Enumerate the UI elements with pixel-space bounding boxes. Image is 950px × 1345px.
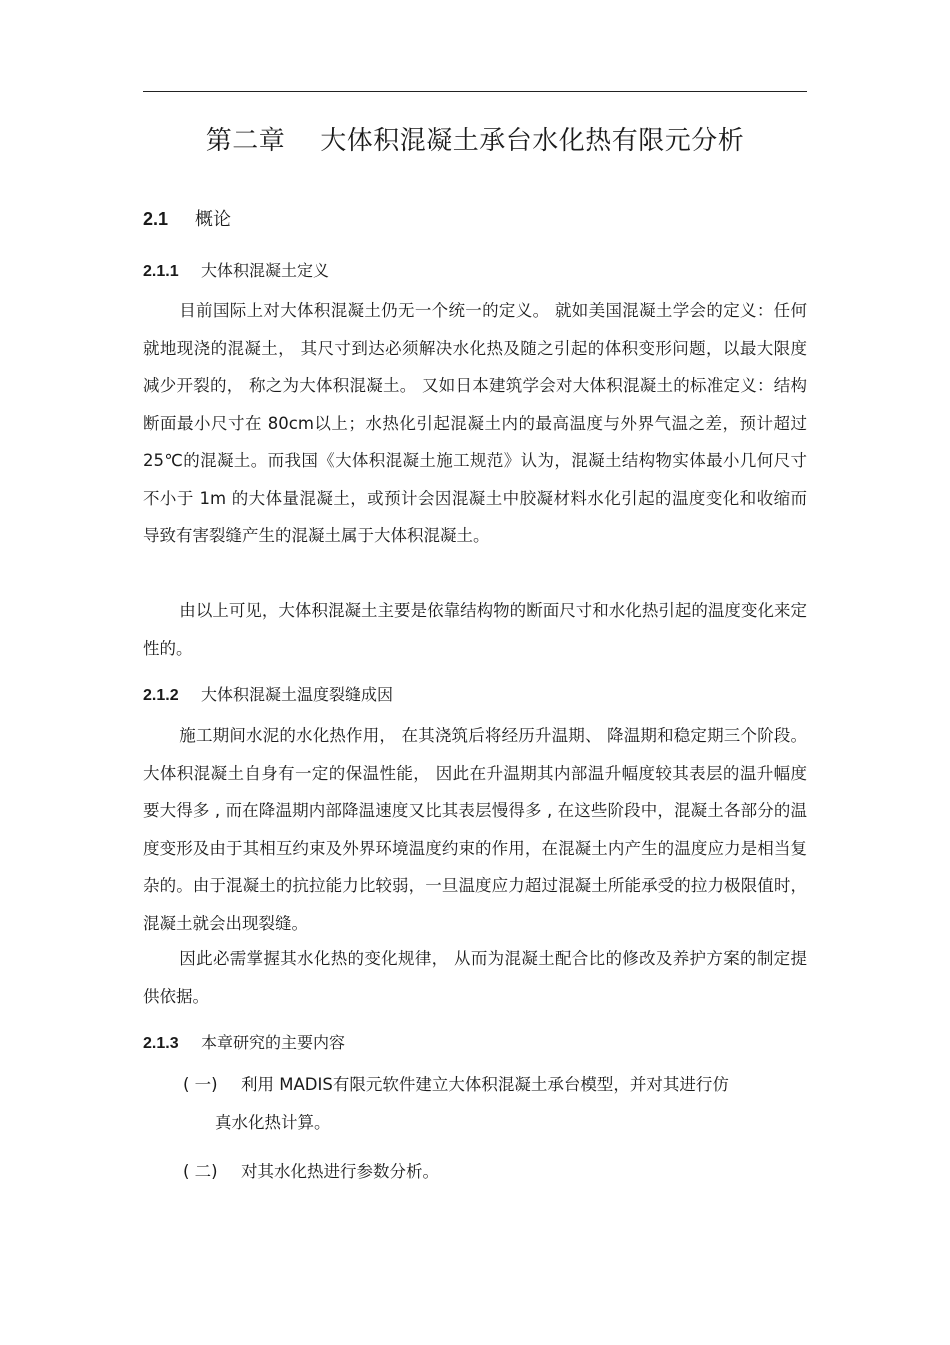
list-marker: ( 一) [183,1075,218,1094]
paragraph-summary: 由以上可见，大体积混凝土主要是依靠结构物的断面尺寸和水化热引起的温度变化来定性的。 [143,601,807,658]
subsection-heading-2-1-2 [143,682,393,705]
list-item-text: 对其水化热进行参数分析。 [241,1162,439,1181]
subsection-heading-2-1-3 [143,1030,345,1053]
subsection-title: 大体积混凝土温度裂缝成因 [201,685,394,704]
subsection-title: 大体积混凝土定义 [201,261,330,280]
subsection-number: 2.1.2 [143,687,179,704]
list-item [183,1153,783,1191]
subsection-heading-2-1-1 [143,258,329,281]
list-item-continuation: 真水化热计算。 [215,1112,331,1132]
paragraph-conclusion: 因此必需掌握其水化热的变化规律， 从而为混凝土配合比的修改及养护方案的制定提供依据。 [143,949,807,1006]
section-heading-2-1 [143,205,231,231]
subsection-number: 2.1.1 [143,263,179,280]
chapter-title: 第二章 大体积混凝土承台水化热有限元分析 [205,126,745,156]
list-item-text: 利用 MADIS有限元软件建立大体积混凝土承台模型，并对其进行仿 [241,1075,729,1094]
subsection-title: 本章研究的主要内容 [201,1033,346,1052]
section-number: 2.1 [143,209,169,229]
top-rule [143,91,807,92]
subsection-number: 2.1.3 [143,1035,179,1052]
list-marker: ( 二) [183,1162,218,1181]
list-item [183,1066,783,1141]
paragraph-crack-causes: 施工期间水泥的水化热作用， 在其浇筑后将经历升温期、 降温期和稳定期三个阶段。大体积混凝土自身有一定的保温性能， 因此在升温期其内部温升幅度较其表层的温升幅度要大得多 , 而在降温期内部降温速度又比其表层慢得多 , 在这些阶段中，混凝土各部分的温度变形及由于其相互约束及外界环境温度约束的作用，在混凝土内产生的温度应力是相当复杂的。由于混凝土的抗拉能力比较弱，一旦温度应力超过混凝土所能承受的拉力极限值时，混凝土就会出现裂缝。 [143,726,807,933]
section-title: 概论 [195,209,231,230]
paragraph-definition: 目前国际上对大体积混凝土仍无一个统一的定义。 就如美国混凝土学会的定义：任何就地现浇的混凝土， 其尺寸到达必须解决水化热及随之引起的体积变形问题，以最大限度减少开裂的， 称之为大体积混凝土。 又如日本建筑学会对大体积混凝土的标准定义：结构断面最小尺寸在 80cm以上；水热化引起混凝土内的最高温度与外界气温之差，预计超过 25℃的混凝土。而我国《大体积混凝土施工规范》认为，混凝土结构物实体最小几何尺寸不小于 1m 的大体量混凝土，或预计会因混凝土中胶凝材料水化引起的温度变化和收缩而导致有害裂缝产生的混凝土属于大体积混凝土。 [143,301,807,545]
